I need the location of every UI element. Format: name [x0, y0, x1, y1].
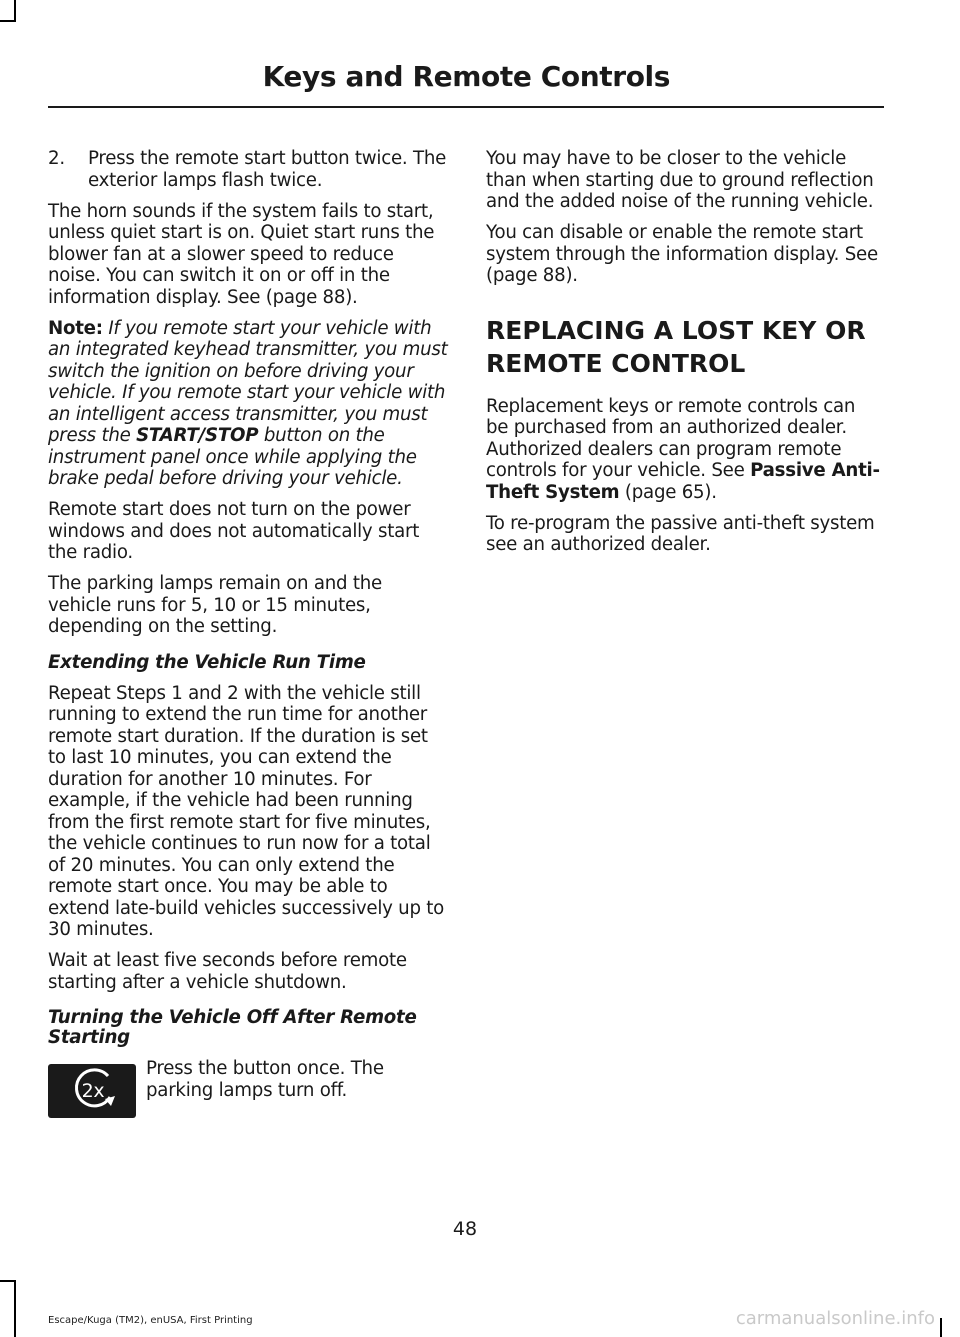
- replace-paragraph: [486, 396, 882, 504]
- crop-mark: [14, 0, 16, 22]
- section-heading-line-1: REPLACING A LOST KEY OR: [486, 315, 866, 345]
- start-stop-label: START/STOP: [136, 425, 259, 446]
- subheading-extend: Extending the Vehicle Run Time: [48, 651, 366, 673]
- note-text: If you remote start your vehicle with an integrated keyhead transmitter, you must switch the ignition on before driving your vehicle. If you remote start your vehicle with an intelligent access transmitter, you must press the: [48, 317, 448, 446]
- replace-text: Replacement keys or remote controls can be purchased from an authorized dealer. Authorized dealers can program remote controls for your vehicle. See: [486, 395, 856, 481]
- right-column: [486, 148, 882, 565]
- section-heading: [486, 317, 882, 378]
- step-number: 2.: [48, 148, 65, 169]
- windows-paragraph: Remote start does not turn on the power windows and does not automatically start the radio.: [48, 499, 420, 563]
- page-title: Keys and Remote Controls: [262, 60, 670, 93]
- closer-paragraph: You may have to be closer to the vehicle than when starting due to ground reflection and the added noise of the running vehicle.: [486, 148, 874, 212]
- note-text-end: button on the instrument panel once while applying the brake pedal before driving your vehicle.: [48, 425, 417, 489]
- crop-mark: [940, 1318, 942, 1337]
- disable-paragraph: You can disable or enable the remote start system through the information display. See (page 88).: [486, 222, 878, 286]
- remote-start-2x-icon: [48, 1064, 136, 1118]
- repeat-paragraph: Repeat Steps 1 and 2 with the vehicle still running to extend the run time for another remote start duration. If the duration is set to last 10 minutes, you can extend the duration for another 10 minutes. For example, if the vehicle had been running from the first remote start for five minutes, the vehicle continues to run now for a total of 20 minutes. You can only extend the remote start once. You may be able to extend late-build vehicles successively up to 30 minutes.: [48, 682, 445, 940]
- reprogram-paragraph: To re-program the passive anti-theft system see an authorized dealer.: [486, 512, 875, 555]
- press-text: Press the button once. The parking lamps turn off.: [146, 1058, 384, 1101]
- note-paragraph: [48, 318, 448, 490]
- circular-arrow-icon: [48, 1064, 136, 1118]
- crop-mark: [0, 1280, 16, 1282]
- watermark: carmanualsonline.info: [735, 1308, 935, 1329]
- replace-page-ref: (page 65).: [619, 481, 717, 503]
- section-heading-line-2: REMOTE CONTROL: [486, 348, 746, 378]
- left-column: [48, 148, 448, 1118]
- step-2: [48, 148, 448, 191]
- step-text: Press the remote start button twice. The exterior lamps flash twice.: [88, 148, 447, 191]
- horn-paragraph: The horn sounds if the system fails to start, unless quiet start is on. Quiet start runs the blower fan at a slower speed to reduce noise. You can switch it on or off in the information display. See (page 88).: [48, 200, 435, 308]
- subheading-turn-off: Turning the Vehicle Off After Remote Starting: [48, 1007, 417, 1048]
- parking-paragraph: The parking lamps remain on and the vehicle runs for 5, 10 or 15 minutes, depending on the setting.: [48, 573, 382, 637]
- header-divider: [48, 106, 884, 108]
- edition-footer: Escape/Kuga (TM2), enUSA, First Printing: [48, 1315, 253, 1326]
- crop-mark: [0, 20, 16, 22]
- crop-mark: [14, 1280, 16, 1337]
- note-label: Note:: [48, 317, 103, 339]
- wait-paragraph: Wait at least five seconds before remote starting after a vehicle shutdown.: [48, 950, 407, 993]
- press-instruction: [48, 1058, 448, 1118]
- icon-label: 2x: [81, 1080, 105, 1102]
- page-number: 48: [452, 1218, 478, 1240]
- passive-anti-theft-link[interactable]: Passive Anti-Theft System: [486, 460, 880, 503]
